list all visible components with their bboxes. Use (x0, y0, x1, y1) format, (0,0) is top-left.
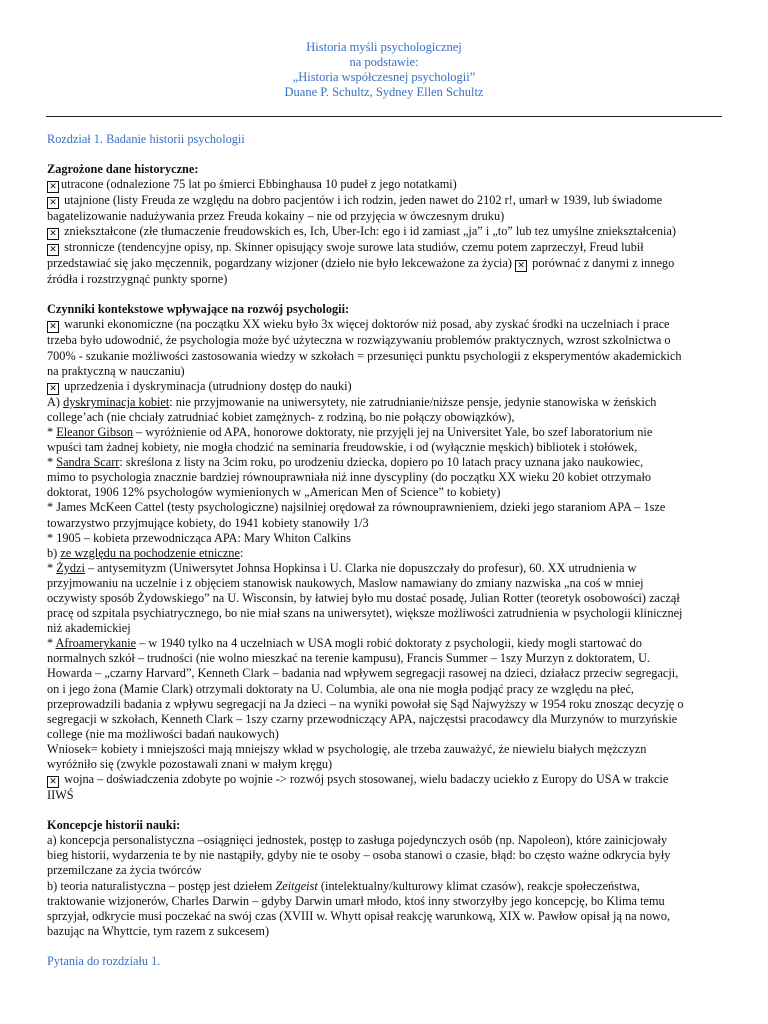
list-item: ✕ uprzedzenia i dyskryminacja (utrudniony dostęp do nauki) (47, 379, 722, 395)
list-item: ✕ wojna – doświadczenia zdobyte po wojnie -> rozwój psych stosowanej, wielu badaczy uciekło z Europy do USA w trakcie (47, 772, 722, 788)
list-item: ✕ zniekształcone (złe tłumaczenie freudowskich es, Ich, Uber-Ich: ego i id zamiast „ja” i „to” lub tez umyślne zniekształcenia) (47, 224, 722, 240)
text-line: Wniosek= kobiety i mniejszości mają mniejszy wkład w psychologię, ale trzeba zauważyć, że niewielu białych mężczyzn (47, 741, 647, 756)
text-line: sprzyjał, odkrycie musi poczekać na swój czas (XVIII w. Whytt opisał reakcję warunkową, XIX w. Pawłow opisał ją na nowo, (47, 908, 671, 923)
text-line: * James McKeen Cattel (testy psychologiczne) najsilniej orędował za równouprawnieniem, dzieki jego staraniom APA – 1sze (47, 500, 666, 515)
checkbox-icon: ✕ (47, 244, 59, 256)
checkbox-icon: ✕ (47, 776, 59, 788)
document-body (47, 132, 722, 969)
text-line: przemilczane za życia twórców (47, 863, 202, 878)
questions-heading: Pytania do rozdziału 1. (47, 953, 161, 968)
text-line: bazując na Whyttcie, tym razem z sukcesem) (47, 923, 270, 938)
text-line: on i jego żona (Mamie Clark) otrzymali doktoraty na U. Columbia, ale ona nie mogła podjąć pracy ze względu na płeć, (47, 681, 634, 696)
text-line: college’ach (nie chciały zatrudniać kobiet zamężnych- z rodziną, bo nie połączy obowiązków), (47, 409, 515, 424)
list-item: ✕ utracone (odnalezione 75 lat po śmierci Ebbinghausa 10 pudeł z jego notatkami) (47, 177, 722, 193)
text-line: 700% - szukanie możliwości zastosowania wiedzy w szkołach = przesunięci punktu psychologii z eksperymentów akademickich (47, 348, 682, 363)
text-line: przyjmowaniu na uczelnie i z objęciem stanowisk naukowych, Maslow namawiany do zmiany nazwiska „na coś w mniej (47, 575, 644, 590)
header-title: Historia myśli psychologicznej (306, 40, 462, 54)
text-line: * Sandra Scarr: skreślona z listy na 3cim roku, po urodzeniu dziecka, dopiero po 10 latach pracy uznana jako naukowiec, (47, 455, 644, 470)
section-heading: Czynniki kontekstowe wpływające na rozwój psychologii: (47, 302, 350, 317)
text-line: przeprowadzili badania z wpływu segregacji na Ja dzieci – na wyniki powołał się Sąd Najwyższy w 1954 roku znosząc decyzję o (47, 696, 684, 711)
text-line: Howarda – „czarny Harvard”, Kenneth Clark – badania nad wpływem segregacji rasowej na dzieci, działacz przeciw segregacji, (47, 666, 679, 681)
text-line: źródła i rozstrzygnąć punkty sporne) (47, 272, 228, 287)
list-item: ✕ warunki ekonomiczne (na początku XX wieku było 3x więcej doktorów niż posad, aby zyskać środki na uczelniach i prace (47, 317, 722, 333)
list-item: ✕ stronnicze (tendencyjne opisy, np. Skinner opisujący swoje surowe lata studiów, czemu potem zaprzeczył, Freud lubił (47, 240, 722, 256)
text-line: b) ze względu na pochodzenie etniczne: (47, 545, 244, 560)
text-line: bagatelizowanie nadużywania przez Freuda kokainy – nie od przyjęcia w ówczesnym druku) (47, 209, 505, 224)
text-line: * Afroamerykanie – w 1940 tylko na 4 uczelniach w USA mogli robić doktoraty z psychologii, kiedy mogli startować do (47, 636, 642, 651)
header-authors: Duane P. Schultz, Sydney Ellen Schultz (284, 85, 484, 99)
text-line: mimo to psychologia znacznie bardziej równouprawniała niż inne dyscypliny (do początku XX wieku 20 kobiet otrzymało (47, 470, 652, 485)
text-line: trzeba było udowodnić, że psychologia może być użyteczna w rozwiązywaniu problemów praktycznych, wzrost szkolnictwa o (47, 333, 671, 348)
list-item: ✕ utajnione (listy Freuda ze względu na dobro pacjentów i ich rodzin, jeden nawet do 2102 r!, umarł w 1939, lub świadome (47, 193, 722, 209)
text-line: przedstawiać się jako męczennik, pogardzany wizjoner (dzieło nie było lekceważone za życia) ✕ porównać z danymi z innego (47, 256, 675, 272)
text-line: traktowanie wizjonerów, Charles Darwin – gdyby Darwin umarł młodo, ktoś inny stworzyłby jego koncepcję, bo Klima temu (47, 893, 665, 908)
checkbox-icon: ✕ (515, 260, 527, 272)
text-line: normalnych szkół – trudności (nie wolno mieszkać na terenie kampusu), Francis Summer – 1szy Murzyn z doktoratem, U. (47, 651, 651, 666)
text-line: wpuści tam żadnej kobiety, nie mogła chodzić na seminaria freudowskie, i od (wyłącznie męskich) bibliotek i stołówek, (47, 440, 638, 455)
chapter-title: Rozdział 1. Badanie historii psychologii (47, 132, 245, 146)
text-line: na praktyczną w nauczaniu) (47, 363, 185, 378)
text-line: A) dyskryminacja kobiet: nie przyjmowanie na uniwersytety, nie zatrudnianie/niższe pensje, jedynie stanowiska w żeńskich (47, 394, 657, 409)
text-line: IIWŚ (47, 788, 74, 803)
text-line: a) koncepcja personalistyczna –osiągnięci jednostek, postęp to zasługa pojedynczych osób (np. Napoleon), które zainicjowały (47, 833, 668, 848)
text-line: segregacji w szkołach, Kenneth Clark – 1szy czarny przewodniczący APA, najczęstsi pracodawcy dla Murzynów to murzyńskie (47, 711, 678, 726)
checkbox-icon: ✕ (47, 197, 59, 209)
text-line: college (nie ma możliwości badań naukowych) (47, 726, 279, 741)
text-line: * Eleanor Gibson – wyróżnienie od APA, honorowe doktoraty, nie przyjęli jej na Universitet Yale, bo szef laboratorium nie (47, 424, 653, 439)
checkbox-icon: ✕ (47, 181, 59, 193)
text-line: b) teoria naturalistyczna – postęp jest dziełem Zeitgeist (intelektualny/kulturowy klimat czasów), reakcje społeczeństwa, (47, 878, 640, 893)
text-line: * Żydzi – antysemityzm (Uniwersytet Johnsa Hopkinsa i U. Clarka nie dopuszczały do profesur), 60. XX utrudnienia w (47, 560, 637, 575)
text-line: niż akademickiej (47, 621, 131, 636)
text-line: pracę od szpitala psychiatrycznego, bo nie miał szans na uniwersytet), większe możliwości zatrudnienia w psychologii klinicznej (47, 606, 683, 621)
header-book-title: „Historia współczesnej psychologii” (292, 70, 476, 84)
section-heading: Koncepcje historii nauki: (47, 818, 181, 833)
checkbox-icon: ✕ (47, 383, 59, 395)
document-header (0, 40, 768, 100)
header-divider (46, 116, 722, 117)
text-line: wyróżniło się (zwykle pozostawali znani w małym kręgu) (47, 757, 333, 771)
header-subtitle: na podstawie: (349, 55, 419, 69)
text-line: doktorat, 1906 12% psychologów wymienionych w „American Men of Science” to kobiety) (47, 485, 501, 500)
text-line: oczywisty sposób Żydowskiego” na U. Wisconsin, by łatwiej było mu dostać posadę, Julian Rotter (teoretyk osobowości) zaczął (47, 590, 680, 605)
checkbox-icon: ✕ (47, 228, 59, 240)
text-line: * 1905 – kobieta przewodnicząca APA: Mary Whiton Calkins (47, 530, 351, 545)
checkbox-icon: ✕ (47, 321, 59, 333)
text-line: bieg historii, wydarzenia te by nie nastąpiły, gdyby nie te osoby – osoba stanowi o czasie, błąd: bo często ważne odkrycia były (47, 848, 671, 863)
section-heading: Zagrożone dane historyczne: (47, 162, 199, 177)
text-line: towarzystwo przyjmujące kobiety, do 1941 kobiety stanowiły 1/3 (47, 515, 369, 530)
